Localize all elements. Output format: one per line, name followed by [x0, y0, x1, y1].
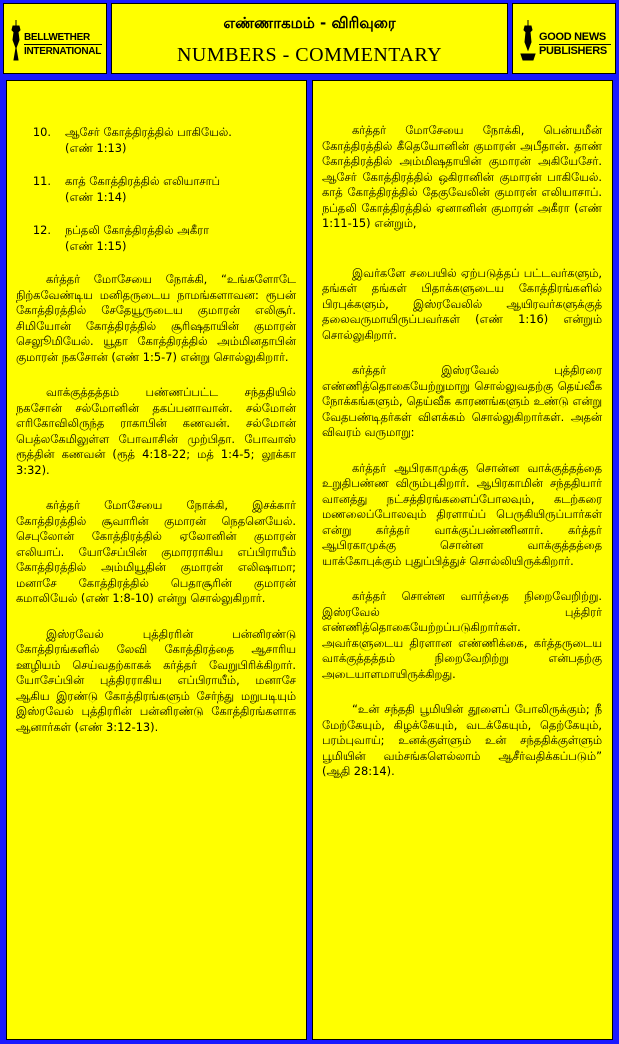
header-title-panel	[111, 3, 508, 74]
title-tamil: எண்ணாகமம் - விரிவுரை	[223, 14, 396, 32]
list-text: நப்தலி கோத்திரத்தில் அகீரா	[65, 223, 209, 237]
paragraph: கர்த்தர் சொன்ன வார்த்தை நிறைவேறிற்று. இஸ்ரவேல் புத்திரர் எண்ணித்தொகையேற்றப்படுகிறார்கள். அவர்களுடைய திரளான எண்ணிக்கை, கர்த்தருடைய வாக்குத்தத்தம் நிறைவேறிற்று என்பதற்கு அடையாளமாயிருக்கிறது.	[322, 589, 602, 681]
verse-reference: (எண் 1:14)	[65, 189, 127, 204]
list-number: 10.	[32, 125, 51, 139]
paragraph: கர்த்தர் மோசேயை நோக்கி, “உங்களோடே நிற்கவேண்டிய மனிதருடைய நாமங்களாவன: ரூபன் கோத்திரத்தில் சேதேயூருடைய குமாரன் எலிசூர். சிமியோன் கோத்திரத்தில் சூரிஷதாயின் குமாரன் செலுூமியேல். யூதா கோத்திரத்தில் அம்மினதாபின் குமாரன் நகசோன் (எண் 1:5-7) என்று சொல்லுகிறார்.	[16, 272, 296, 364]
paragraph: கர்த்தர் இஸ்ரவேல் புத்திரரை எண்ணித்தொகையேற்றுமாறு சொல்லுவதற்கு தெய்வீக நோக்கங்களும், தெய்வீக காரணங்களும் உண்டு என்று வேதபண்டிதர்கள் விளக்கம் சொல்லுகிறார்கள். அதன் விவரம் வருமாறு:	[322, 363, 602, 439]
list-item	[16, 223, 296, 254]
logo-line-2: INTERNATIONAL	[24, 46, 102, 57]
title-english: NUMBERS - COMMENTARY	[176, 44, 443, 66]
paragraph: இஸ்ரவேல் புத்திரரின் பன்னிரண்டு கோத்திரங்களில் லேவி கோத்திரத்தை ஆசாரிய ஊழியம் செய்வதற்காகக் கர்த்தர் வேறுபிரிக்கிறார். யோசேப்பின் புத்திரராகிய எப்பிராயீம், மனாசே ஆகிய இரண்டு கோத்திரங்களும் சேர்ந்து மறுபடியும் இஸ்ரவேல் புத்திரரின் பன்னிரண்டு கோத்திரங்களாக ஆனார்கள் (எண் 3:12-13).	[16, 626, 296, 734]
bellwether-icon	[10, 18, 22, 62]
verse-reference: (எண் 1:15)	[65, 238, 127, 253]
left-column	[6, 80, 307, 1040]
good-news-logo	[519, 18, 611, 62]
paragraph: கர்த்தர் மோசேயை நோக்கி, பென்யமீன் கோத்திரத்தில் கீதெயோனின் குமாரன் அபீதான். தாண் கோத்திரத்தில் அம்மிஷதாயின் குமாரன் அகியேசேர். ஆசேர் கோத்திரத்தில் ஒகிரானின் குமாரன் பாகியேல். காத் கோத்திரத்தில் தேகுவேலின் குமாரன் எலியாசாப். நப்தலி கோத்திரத்தில் ஏனானின் குமாரன் அகீரா (எண் 1:11-15) என்றும்,	[322, 123, 602, 230]
good-news-icon	[519, 18, 537, 62]
logo-line-1: BELLWETHER	[24, 32, 90, 43]
logo-line-2: PUBLISHERS	[539, 45, 607, 57]
paragraph: இவர்களே சபையில் ஏற்படுத்தப் பட்டவர்களும், தங்கள் தங்கள் பிதாக்களுடைய கோத்திரங்களில் பிரபுக்களும், இஸ்ரவேலில் ஆயிரவர்களுக்குத் தலைவருமாயிருப்பவர்கள் (எண் 1:16) என்றும் சொல்லுகிறார்.	[322, 265, 602, 342]
bellwether-logo	[10, 18, 102, 62]
verse-reference: (எண் 1:13)	[65, 140, 127, 155]
paragraph: கர்த்தர் மோசேயை நோக்கி, இசக்கார் கோத்திரத்தில் சூவாரின் குமாரன் நெதனெயேல். செபுலோன் கோத்திரத்தில் ஏலோனின் குமாரன் எலியாப். யோசேப்பின் குமாரராகிய எப்பிராயீம் கோத்திரத்தில் அம்மியூதின் குமாரன் எலிஷாமா; மனாசே கோத்திரத்தில் பெதாசூரின் குமாரன் கமாலியேல் (எண் 1:8-10) என்று சொல்லுகிறார்.	[16, 498, 296, 605]
paragraph: கர்த்தர் ஆபிரகாமுக்கு சொன்ன வாக்குத்தத்தை உறுதிபண்ண விரும்புகிறார். ஆபிரகாமின் சந்ததியார் வானத்து நட்சத்திரங்களைப்போலவும், கடற்கரை மணலைப்போலவும் திரளாய்ப் பெருகியிருப்பார்கள் என்று கர்த்தர் வாக்குப்பண்ணினார். கர்த்தர் ஆபிரகாமுக்கு சொன்ன வாக்குத்தத்தை யாக்கோபுக்கும் புதுப்பித்துச் சொல்லியிருக்கிறார்.	[322, 460, 602, 568]
list-text: ஆசேர் கோத்திரத்தில் பாகியேல்.	[65, 125, 232, 139]
list-item	[16, 174, 296, 205]
list-number: 12.	[32, 223, 51, 237]
logo-divider	[24, 44, 102, 45]
header-left-logo-panel	[3, 3, 107, 74]
header-right-logo-panel	[512, 3, 616, 74]
quote-paragraph: “உன் சந்ததி பூமியின் தூளைப் போலிருக்கும்; நீ மேற்கேயும், கிழக்கேயும், வடக்கேயும், தெற்கேயும், பரம்புவாய்; உனக்குள்ளும் உன் சந்ததிக்குள்ளும் பூமியின் வம்சங்களெல்லாம் ஆசீர்வதிக்கப்படும்” (ஆதி 28:14).	[322, 702, 602, 778]
paragraph: வாக்குத்தத்தம் பண்ணப்பட்ட சந்ததியில் நகசோன் சல்மோனின் தகப்பனாவான். சல்மோன் எரிகோவிலிருந்த ராகாபின் கணவன். சல்மோன் பெத்லகேமிலுள்ள போவாசின் முற்பிதா. போவாஸ் ரூத்தின் கணவன் (ரூத் 4:18-22; மத் 1:4-5; லூக்கா 3:32).	[16, 385, 296, 477]
list-text: காத் கோத்திரத்தில் எலியாசாப்	[65, 174, 221, 188]
list-item	[16, 125, 296, 156]
right-column	[312, 80, 613, 1040]
logo-line-1: GOOD NEWS	[539, 31, 606, 43]
list-number: 11.	[32, 174, 51, 188]
